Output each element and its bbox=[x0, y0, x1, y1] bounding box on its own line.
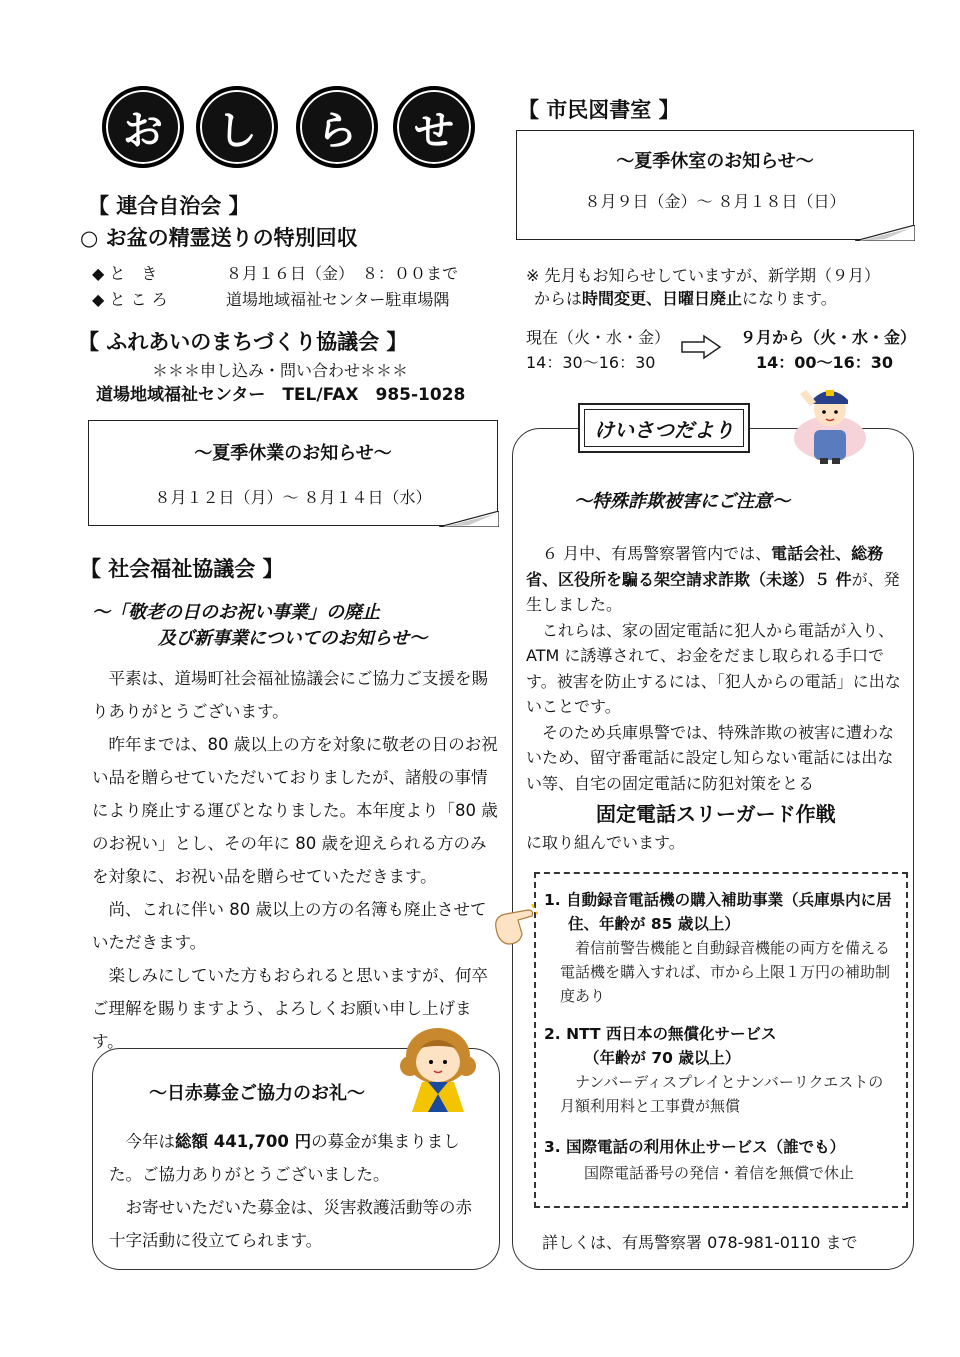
police-strategy: 固定電話スリーガード作戦 bbox=[596, 802, 836, 826]
measure-item-2: 2. NTT 西日本の無償化サービス （年齢が 70 歳以上） ナンバーディスプレイとナンバーリクエストの月額利用料と工事費が無償 bbox=[544, 1025, 884, 1115]
page-curl-icon bbox=[439, 511, 499, 527]
shakyo-body bbox=[92, 662, 502, 1058]
title-circle-o: お bbox=[102, 86, 184, 168]
rengo-title: ○ お盆の精霊送りの特別回収 bbox=[80, 226, 358, 250]
shakyo-para-4: 楽しみにしていた方もおられると思いますが、何卒ご理解を賜りますよう、よろしくお願い申し上げます。 bbox=[92, 966, 488, 1051]
shakyo-subtitle-1: ～「敬老の日のお祝い事業」の廃止 bbox=[92, 602, 380, 623]
title-circle-ra: ら bbox=[296, 86, 378, 168]
police-para-4: に取り組んでいます。 bbox=[526, 833, 685, 852]
library-header: 【 市民図書室 】 bbox=[518, 98, 680, 122]
rengo-when-label: ◆ と き bbox=[92, 264, 158, 283]
nisseki-title: ～日赤募金ご協力のお礼～ bbox=[149, 1083, 365, 1104]
police-tag: けいさつだより bbox=[584, 409, 744, 447]
nisseki-body bbox=[109, 1125, 485, 1257]
rengo-header: 【 連合自治会 】 bbox=[88, 194, 250, 218]
police-tag-outer bbox=[578, 403, 750, 453]
shakyo-para-3: 尚、これに伴い 80 歳以上の方の名簿も廃止させていただきます。 bbox=[92, 900, 487, 952]
nisseki-para-2: お寄せいただいた募金は、災害救護活動等の赤十字活動に役立てられます。 bbox=[109, 1198, 472, 1250]
library-sept-label: ９月から（火・水・金） bbox=[740, 328, 917, 347]
police-officer-icon bbox=[790, 376, 870, 466]
page-curl-icon bbox=[855, 225, 915, 241]
rengo-where-label: ◆ と こ ろ bbox=[92, 290, 168, 309]
shakyo-header: 【 社会福祉協議会 】 bbox=[80, 557, 284, 581]
fureai-notice-box bbox=[88, 420, 498, 526]
library-note-line1: ※ 先月もお知らせしていますが、新学期（９月） bbox=[526, 266, 881, 285]
fureai-header: 【 ふれあいのまちづくり協議会 】 bbox=[78, 330, 408, 354]
measure-item-1: 1. 自動録音電話機の購入補助事業（兵庫県内に居住、年齢が 85 歳以上） 着信前警告機能と自動録音機能の両方を備える電話機を購入すれば、市から上限１万円の補助制度あり bbox=[544, 891, 892, 1005]
rengo-where-value: 道場地域福祉センター駐車場隅 bbox=[226, 290, 450, 309]
library-notice-title: ～夏季休室のお知らせ～ bbox=[616, 151, 814, 172]
police-para-2: これらは、家の固定電話に犯人から電話が入り、ATM に誘導されて、お金をだまし取られる手口です。被害を防止するには、「犯人からの電話」に出ないことです。 bbox=[526, 620, 901, 716]
title-circle-shi: し bbox=[196, 86, 278, 168]
library-note-line2: からは時間変更、日曜日廃止になります。 bbox=[534, 289, 837, 308]
fureai-contact-value: 道場地域福祉センター TEL/FAX 985-1028 bbox=[96, 385, 466, 405]
fureai-notice-dates: ８月１２日（月）～ ８月１４日（水） bbox=[154, 488, 432, 507]
girl-illustration-icon bbox=[398, 1022, 480, 1112]
fureai-notice-title: ～夏季休業のお知らせ～ bbox=[194, 443, 392, 464]
shakyo-para-1: 平素は、道場町社会福祉協議会にご協力ご支援を賜りありがとうございます。 bbox=[92, 669, 488, 721]
pointing-hand-icon bbox=[492, 904, 538, 948]
shakyo-subtitle-2: 及び新事業についてのお知らせ～ bbox=[158, 628, 428, 649]
police-para-1: ６ 月中、有馬警察署管内では、電話会社、総務省、区役所を騙る架空請求詐欺（未遂）５ 件が、発生しました。 bbox=[526, 544, 900, 614]
library-now-time: 14：30～16：30 bbox=[526, 353, 656, 372]
police-footer: 詳しくは、有馬警察署 078-981-0110 まで bbox=[542, 1233, 858, 1252]
shakyo-para-2: 昨年までは、80 歳以上の方を対象に敬老の日のお祝い品を贈らせていただいておりましたが、諸般の事情により廃止する運びとなりました。本年度より「80 歳のお祝い」とし、その年に 80 歳を迎えられる方のみを対象に、お祝い品を贈らせていただきます。 bbox=[92, 735, 498, 886]
police-measures-box bbox=[534, 872, 908, 1208]
police-title: ～特殊詐欺被害にご注意～ bbox=[574, 491, 790, 512]
right-arrow-icon bbox=[680, 334, 722, 360]
library-notice-box bbox=[516, 130, 914, 240]
library-now-label: 現在（火・水・金） bbox=[526, 328, 671, 347]
measure-item-3: 3. 国際電話の利用休止サービス（誰でも） 国際電話番号の発信・着信を無償で休止 bbox=[544, 1138, 855, 1182]
library-sept-time: 14：00～16：30 bbox=[756, 353, 894, 372]
rengo-when-value: ８月１６日（金） ８：００まで bbox=[226, 264, 459, 283]
title-circle-se: せ bbox=[393, 86, 475, 168]
police-body bbox=[526, 541, 904, 796]
library-notice-dates: ８月９日（金）～ ８月１８日（日） bbox=[584, 192, 846, 211]
police-para-3: そのため兵庫県警では、特殊詐欺の被害に遭わないため、留守番電話に設定し知らない電話には出ない等、自宅の固定電話に防犯対策をとる bbox=[526, 722, 895, 793]
fureai-contact-title: ＊＊＊申し込み・問い合わせ＊＊＊ bbox=[152, 361, 409, 380]
nisseki-para-1: 今年は総額 441,700 円の募金が集まりました。ご協力ありがとうございました。 bbox=[109, 1132, 460, 1184]
